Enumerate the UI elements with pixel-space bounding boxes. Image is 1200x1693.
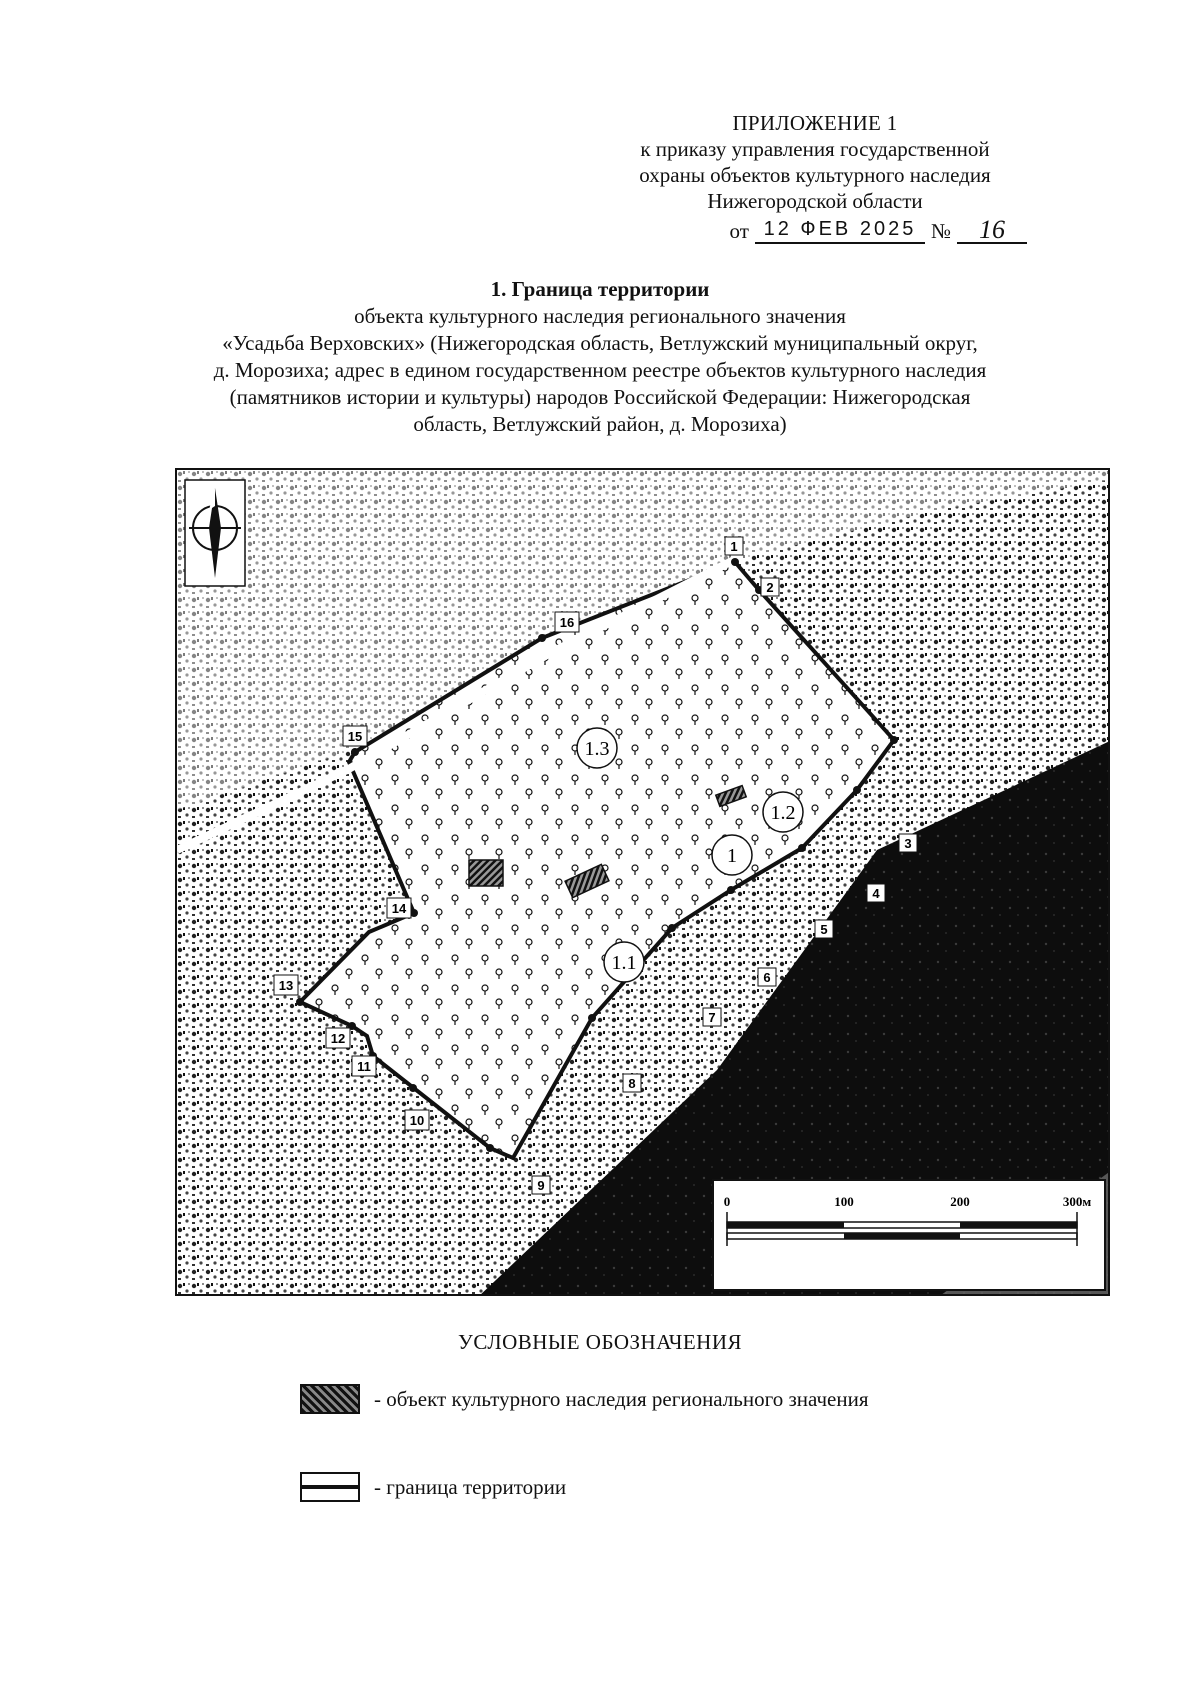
point-label-4 — [867, 884, 885, 902]
legend-title: УСЛОВНЫЕ ОБОЗНАЧЕНИЯ — [457, 1330, 743, 1354]
point-label-text: 2 — [766, 580, 774, 595]
point-label-text: 11 — [357, 1059, 371, 1074]
point-label-text: 3 — [904, 836, 912, 851]
order-number: 16 — [957, 218, 1027, 244]
point-label-text: 8 — [628, 1076, 636, 1091]
point-label-9 — [532, 1176, 550, 1194]
title-line-4: (памятников истории и культуры) народов Российской Федерации: Нижегородская — [229, 385, 971, 409]
legend-item-heritage — [300, 1384, 868, 1414]
object-label-1-3 — [577, 728, 617, 768]
document-title-block — [150, 276, 1050, 438]
object-label-1-1 — [604, 942, 644, 982]
point-label-2 — [761, 578, 779, 596]
point-label-5 — [815, 920, 833, 938]
point-label-11 — [352, 1056, 376, 1076]
hatched-square-icon — [300, 1384, 360, 1414]
date-stamp: 12 ФЕВ 2025 — [755, 216, 925, 244]
point-label-3 — [899, 834, 917, 852]
point-label-text: 6 — [763, 970, 771, 985]
point-label-text: 4 — [872, 886, 880, 901]
point-label-16 — [555, 612, 579, 632]
point-label-text: 5 — [820, 922, 828, 937]
map-frame — [175, 468, 1110, 1296]
point-label-13 — [274, 975, 298, 995]
point-label-14 — [387, 898, 411, 918]
point-label-6 — [758, 968, 776, 986]
point-label-text: 1 — [730, 539, 738, 554]
svg-text:1.1: 1.1 — [611, 952, 637, 974]
object-label-1-2 — [763, 792, 803, 832]
point-label-text: 10 — [409, 1113, 425, 1128]
point-label-text: 13 — [278, 978, 294, 993]
svg-text:1.2: 1.2 — [770, 802, 796, 824]
legend-label-heritage: - объект культурного наследия регионального значения — [374, 1386, 869, 1411]
point-label-12 — [326, 1028, 350, 1048]
point-label-10 — [405, 1110, 429, 1130]
legend-item-boundary — [300, 1472, 566, 1502]
title-line-3: д. Морозиха; адрес в едином государственном реестре объектов культурного наследия — [213, 358, 987, 382]
point-label-text: 7 — [708, 1010, 716, 1025]
point-label-1 — [725, 537, 743, 555]
point-label-text: 12 — [330, 1031, 346, 1046]
legend-label-boundary: - граница территории — [374, 1474, 567, 1499]
point-label-text: 16 — [559, 615, 575, 630]
order-line-3: Нижегородской области — [707, 189, 923, 213]
boundary-line-icon — [300, 1472, 360, 1502]
appendix-header — [595, 110, 1035, 244]
title-line-5: область, Ветлужский район, д. Морозиха) — [413, 412, 787, 436]
title-line-1: объекта культурного наследия регионального значения — [354, 304, 846, 328]
point-label-text: 9 — [537, 1178, 545, 1193]
scale-label-300: 300м — [1062, 1194, 1092, 1209]
svg-text:1.3: 1.3 — [584, 738, 610, 760]
scale-bar — [713, 1180, 1105, 1290]
point-label-15 — [343, 726, 367, 746]
point-label-text: 14 — [391, 901, 407, 916]
scale-label-0: 0 — [723, 1194, 731, 1209]
svg-text:1: 1 — [727, 845, 737, 867]
appendix-title: ПРИЛОЖЕНИЕ 1 — [732, 111, 898, 135]
title-line-2: «Усадьба Верховских» (Нижегородская область, Ветлужский муниципальный округ, — [222, 331, 978, 355]
number-prefix: № — [930, 219, 951, 243]
date-number-line — [595, 216, 1035, 244]
section-title: 1. Граница территории — [490, 277, 710, 301]
point-label-8 — [623, 1074, 641, 1092]
order-line-2: охраны объектов культурного наследия — [639, 163, 991, 187]
building-main — [469, 860, 503, 886]
point-label-text: 15 — [347, 729, 363, 744]
date-prefix: от — [729, 219, 749, 243]
scale-label-200: 200 — [950, 1194, 970, 1209]
scale-label-100: 100 — [834, 1194, 854, 1209]
object-label-1 — [712, 835, 752, 875]
point-label-7 — [703, 1008, 721, 1026]
map-canvas — [177, 470, 1110, 1296]
north-arrow-icon — [185, 480, 245, 586]
order-line-1: к приказу управления государственной — [640, 137, 990, 161]
